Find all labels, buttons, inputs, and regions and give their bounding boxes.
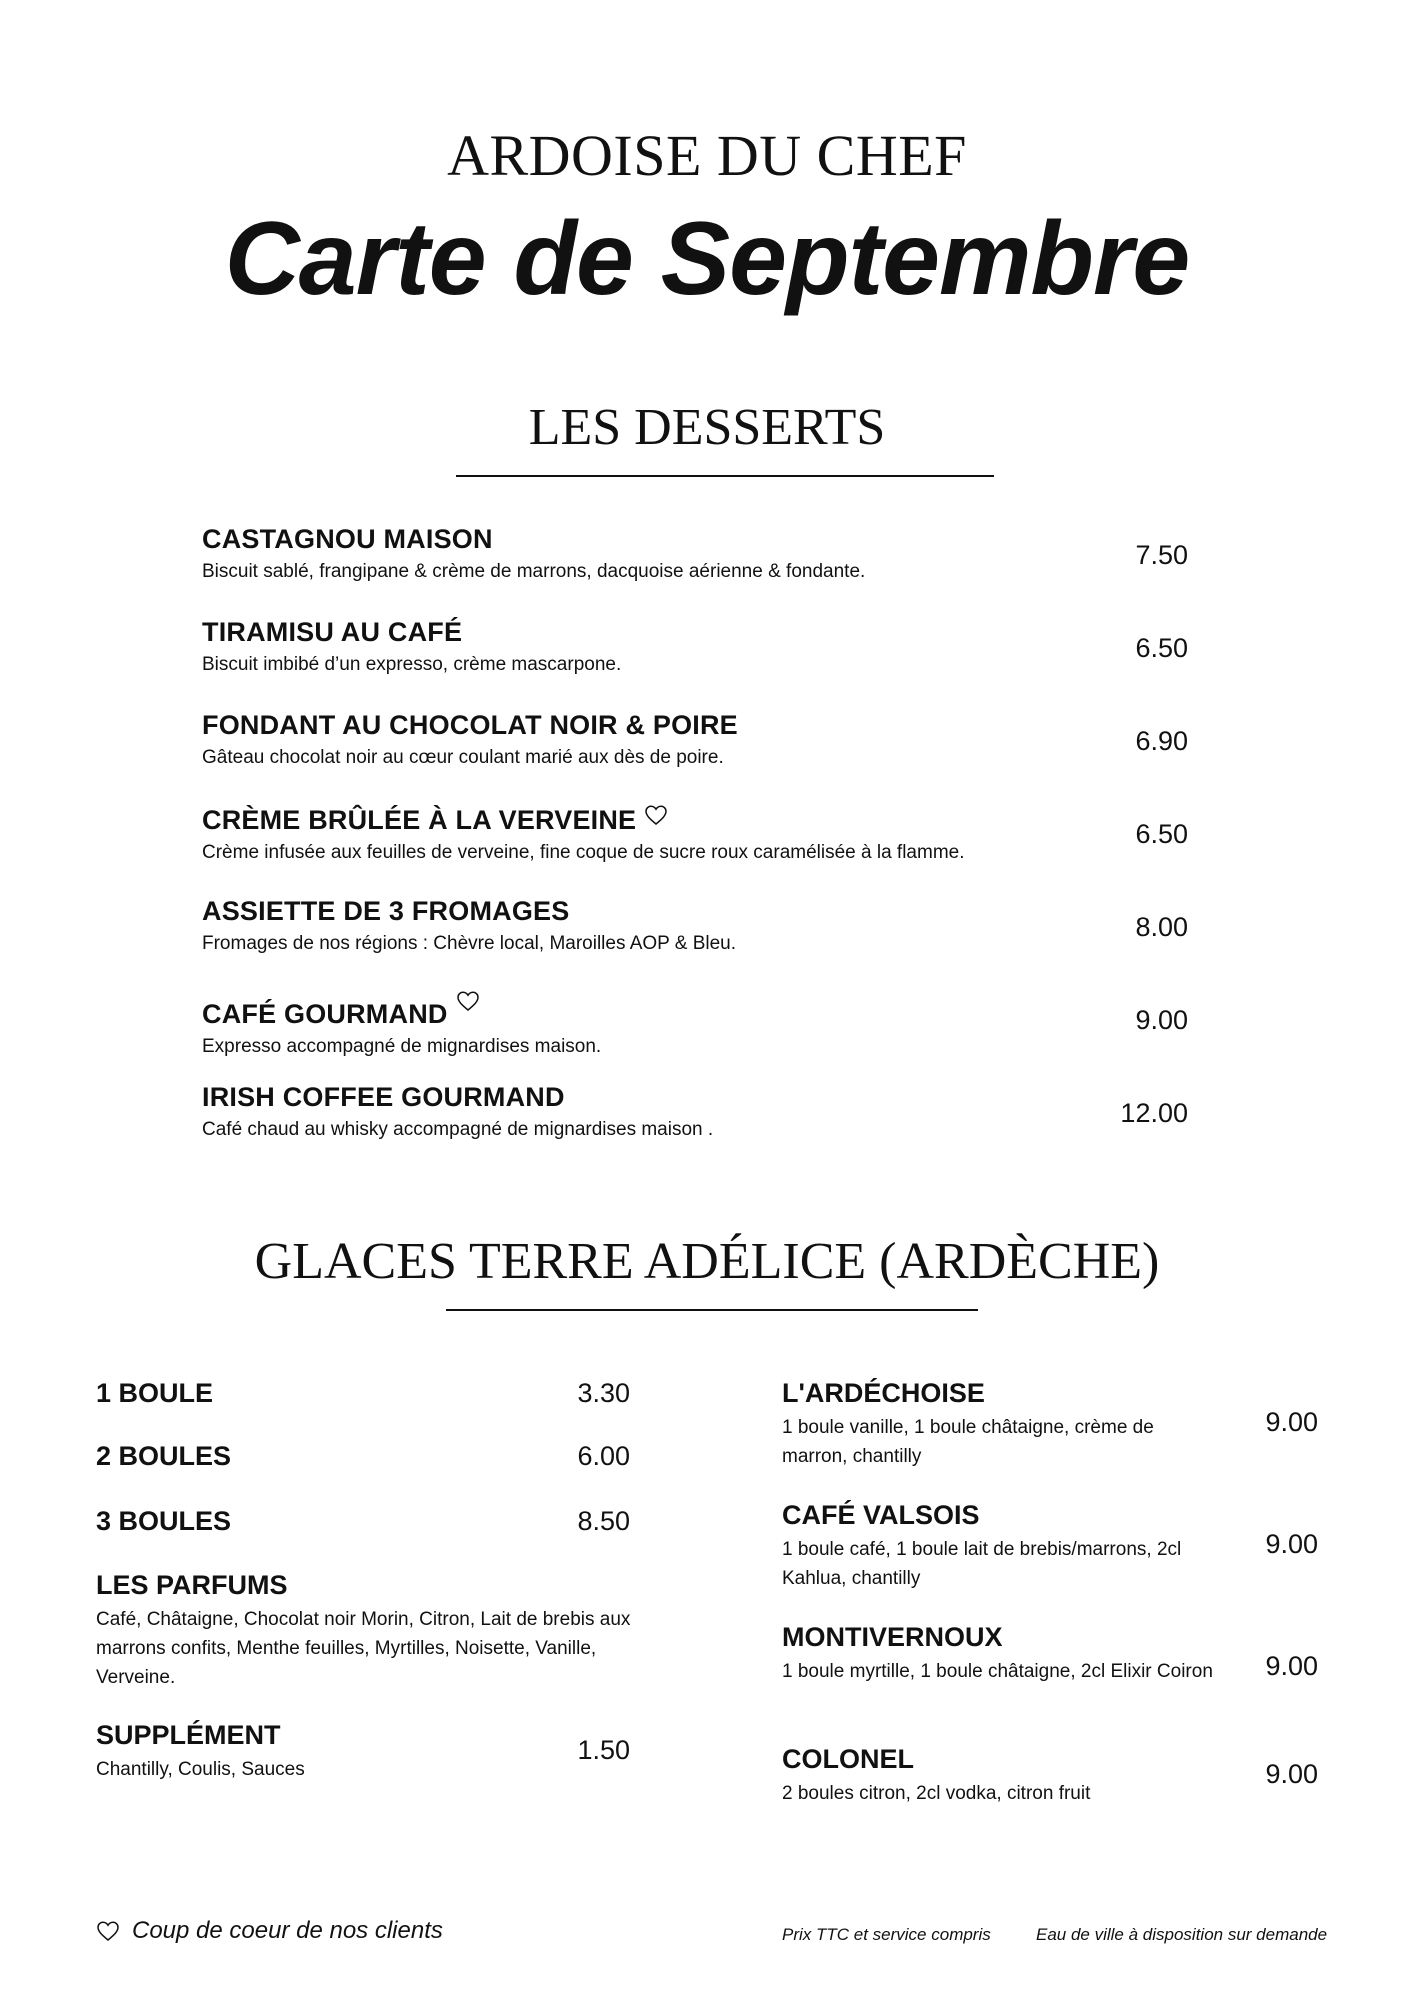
- coupe-item: [782, 1378, 1222, 1471]
- heart-icon: [96, 1919, 120, 1943]
- dessert-description: Fromages de nos régions : Chèvre local, Maroilles AOP & Bleu.: [202, 933, 737, 954]
- dessert-description: Café chaud au whisky accompagné de mignardises maison .: [202, 1119, 714, 1140]
- glace-name: SUPPLÉMENT: [96, 1720, 281, 1750]
- coupe-name: MONTIVERNOUX: [782, 1622, 1003, 1652]
- coupe-name: COLONEL: [782, 1744, 914, 1774]
- dessert-price: 12.00: [1120, 1098, 1188, 1128]
- coupe-item: [782, 1500, 1222, 1593]
- glace-name: 2 BOULES: [96, 1441, 232, 1471]
- dessert-description: Gâteau chocolat noir au cœur coulant marié aux dès de poire.: [202, 747, 724, 768]
- dessert-description: Expresso accompagné de mignardises maison.: [202, 1036, 602, 1057]
- dessert-description: Biscuit imbibé d’un expresso, crème mascarpone.: [202, 654, 622, 675]
- favorite-legend-text: Coup de coeur de nos clients: [132, 1917, 443, 1944]
- dessert-name: CAFÉ GOURMAND: [202, 999, 448, 1029]
- glaces-divider: [446, 1309, 978, 1311]
- heart-icon: [456, 989, 480, 1013]
- dessert-description: Crème infusée aux feuilles de verveine, fine coque de sucre roux caramélisée à la flamme.: [202, 842, 965, 863]
- menu-subtitle: ARDOISE DU CHEF: [447, 123, 967, 188]
- dessert-name: IRISH COFFEE GOURMAND: [202, 1082, 565, 1112]
- glace-supplement: [96, 1720, 516, 1784]
- coupe-price: 9.00: [1265, 1529, 1318, 1559]
- dessert-price: 6.90: [1135, 726, 1188, 756]
- glace-price: 8.50: [577, 1506, 630, 1536]
- dessert-item: [202, 803, 1202, 864]
- coupe-price: 9.00: [1265, 1407, 1318, 1437]
- dessert-item: [202, 989, 1202, 1058]
- glace-name: 3 BOULES: [96, 1506, 232, 1536]
- prices-note: Prix TTC et service compris: [782, 1925, 991, 1944]
- glace-price: 1.50: [577, 1735, 630, 1765]
- glace-price: 6.00: [577, 1441, 630, 1471]
- coupe-price: 9.00: [1265, 1651, 1318, 1681]
- dessert-name: CRÈME BRÛLÉE À LA VERVEINE: [202, 805, 637, 835]
- coupe-description: 1 boule café, 1 boule lait de brebis/marrons, 2cl Kahlua, chantilly: [782, 1539, 1182, 1589]
- dessert-name: ASSIETTE DE 3 FROMAGES: [202, 896, 570, 926]
- dessert-item: [202, 617, 1202, 676]
- dessert-item: [202, 524, 1202, 583]
- dessert-name: CASTAGNOU MAISON: [202, 524, 493, 554]
- heart-icon: [644, 803, 668, 827]
- glace-description: Chantilly, Coulis, Sauces: [96, 1759, 305, 1780]
- glaces-section-title: GLACES TERRE ADÉLICE (ARDÈCHE): [254, 1233, 1160, 1290]
- dessert-price: 9.00: [1135, 1005, 1188, 1035]
- glace-flavors: [96, 1570, 636, 1692]
- dessert-price: 7.50: [1135, 540, 1188, 570]
- coupe-price: 9.00: [1265, 1759, 1318, 1789]
- water-note: Eau de ville à disposition sur demande: [1036, 1925, 1328, 1944]
- dessert-name-row: [202, 989, 1202, 1030]
- dessert-item: [202, 1082, 1202, 1141]
- coupe-description: 1 boule vanille, 1 boule châtaigne, crème de marron, chantilly: [782, 1417, 1154, 1467]
- dessert-name: FONDANT AU CHOCOLAT NOIR & POIRE: [202, 710, 738, 740]
- dessert-price: 6.50: [1135, 819, 1188, 849]
- coupe-description: 1 boule myrtille, 1 boule châtaigne, 2cl Elixir Coiron: [782, 1661, 1213, 1682]
- coupe-name: L'ARDÉCHOISE: [782, 1378, 985, 1408]
- glace-description: Café, Châtaigne, Chocolat noir Morin, Citron, Lait de brebis aux marrons confits, Menthe feuilles, Myrtilles, Noisette, Vanille, Verveine.: [96, 1609, 631, 1688]
- coupe-name: CAFÉ VALSOIS: [782, 1500, 980, 1530]
- dessert-name-row: [202, 803, 1202, 836]
- coupe-item: [782, 1744, 1222, 1808]
- glace-name: 1 BOULE: [96, 1378, 214, 1408]
- glace-name: LES PARFUMS: [96, 1570, 288, 1600]
- dessert-description: Biscuit sablé, frangipane & crème de marrons, dacquoise aérienne & fondante.: [202, 561, 866, 582]
- dessert-price: 8.00: [1135, 912, 1188, 942]
- favorite-legend: [96, 1917, 443, 1945]
- coupe-item: [782, 1622, 1222, 1686]
- dessert-item: [202, 896, 1202, 955]
- glace-price: 3.30: [577, 1378, 630, 1408]
- menu-title: Carte de Septembre: [224, 201, 1190, 317]
- coupe-description: 2 boules citron, 2cl vodka, citron fruit: [782, 1783, 1091, 1804]
- dessert-item: [202, 710, 1202, 769]
- desserts-section-title: LES DESSERTS: [528, 399, 886, 456]
- desserts-divider: [456, 475, 994, 477]
- dessert-name: TIRAMISU AU CAFÉ: [202, 617, 463, 647]
- dessert-price: 6.50: [1135, 633, 1188, 663]
